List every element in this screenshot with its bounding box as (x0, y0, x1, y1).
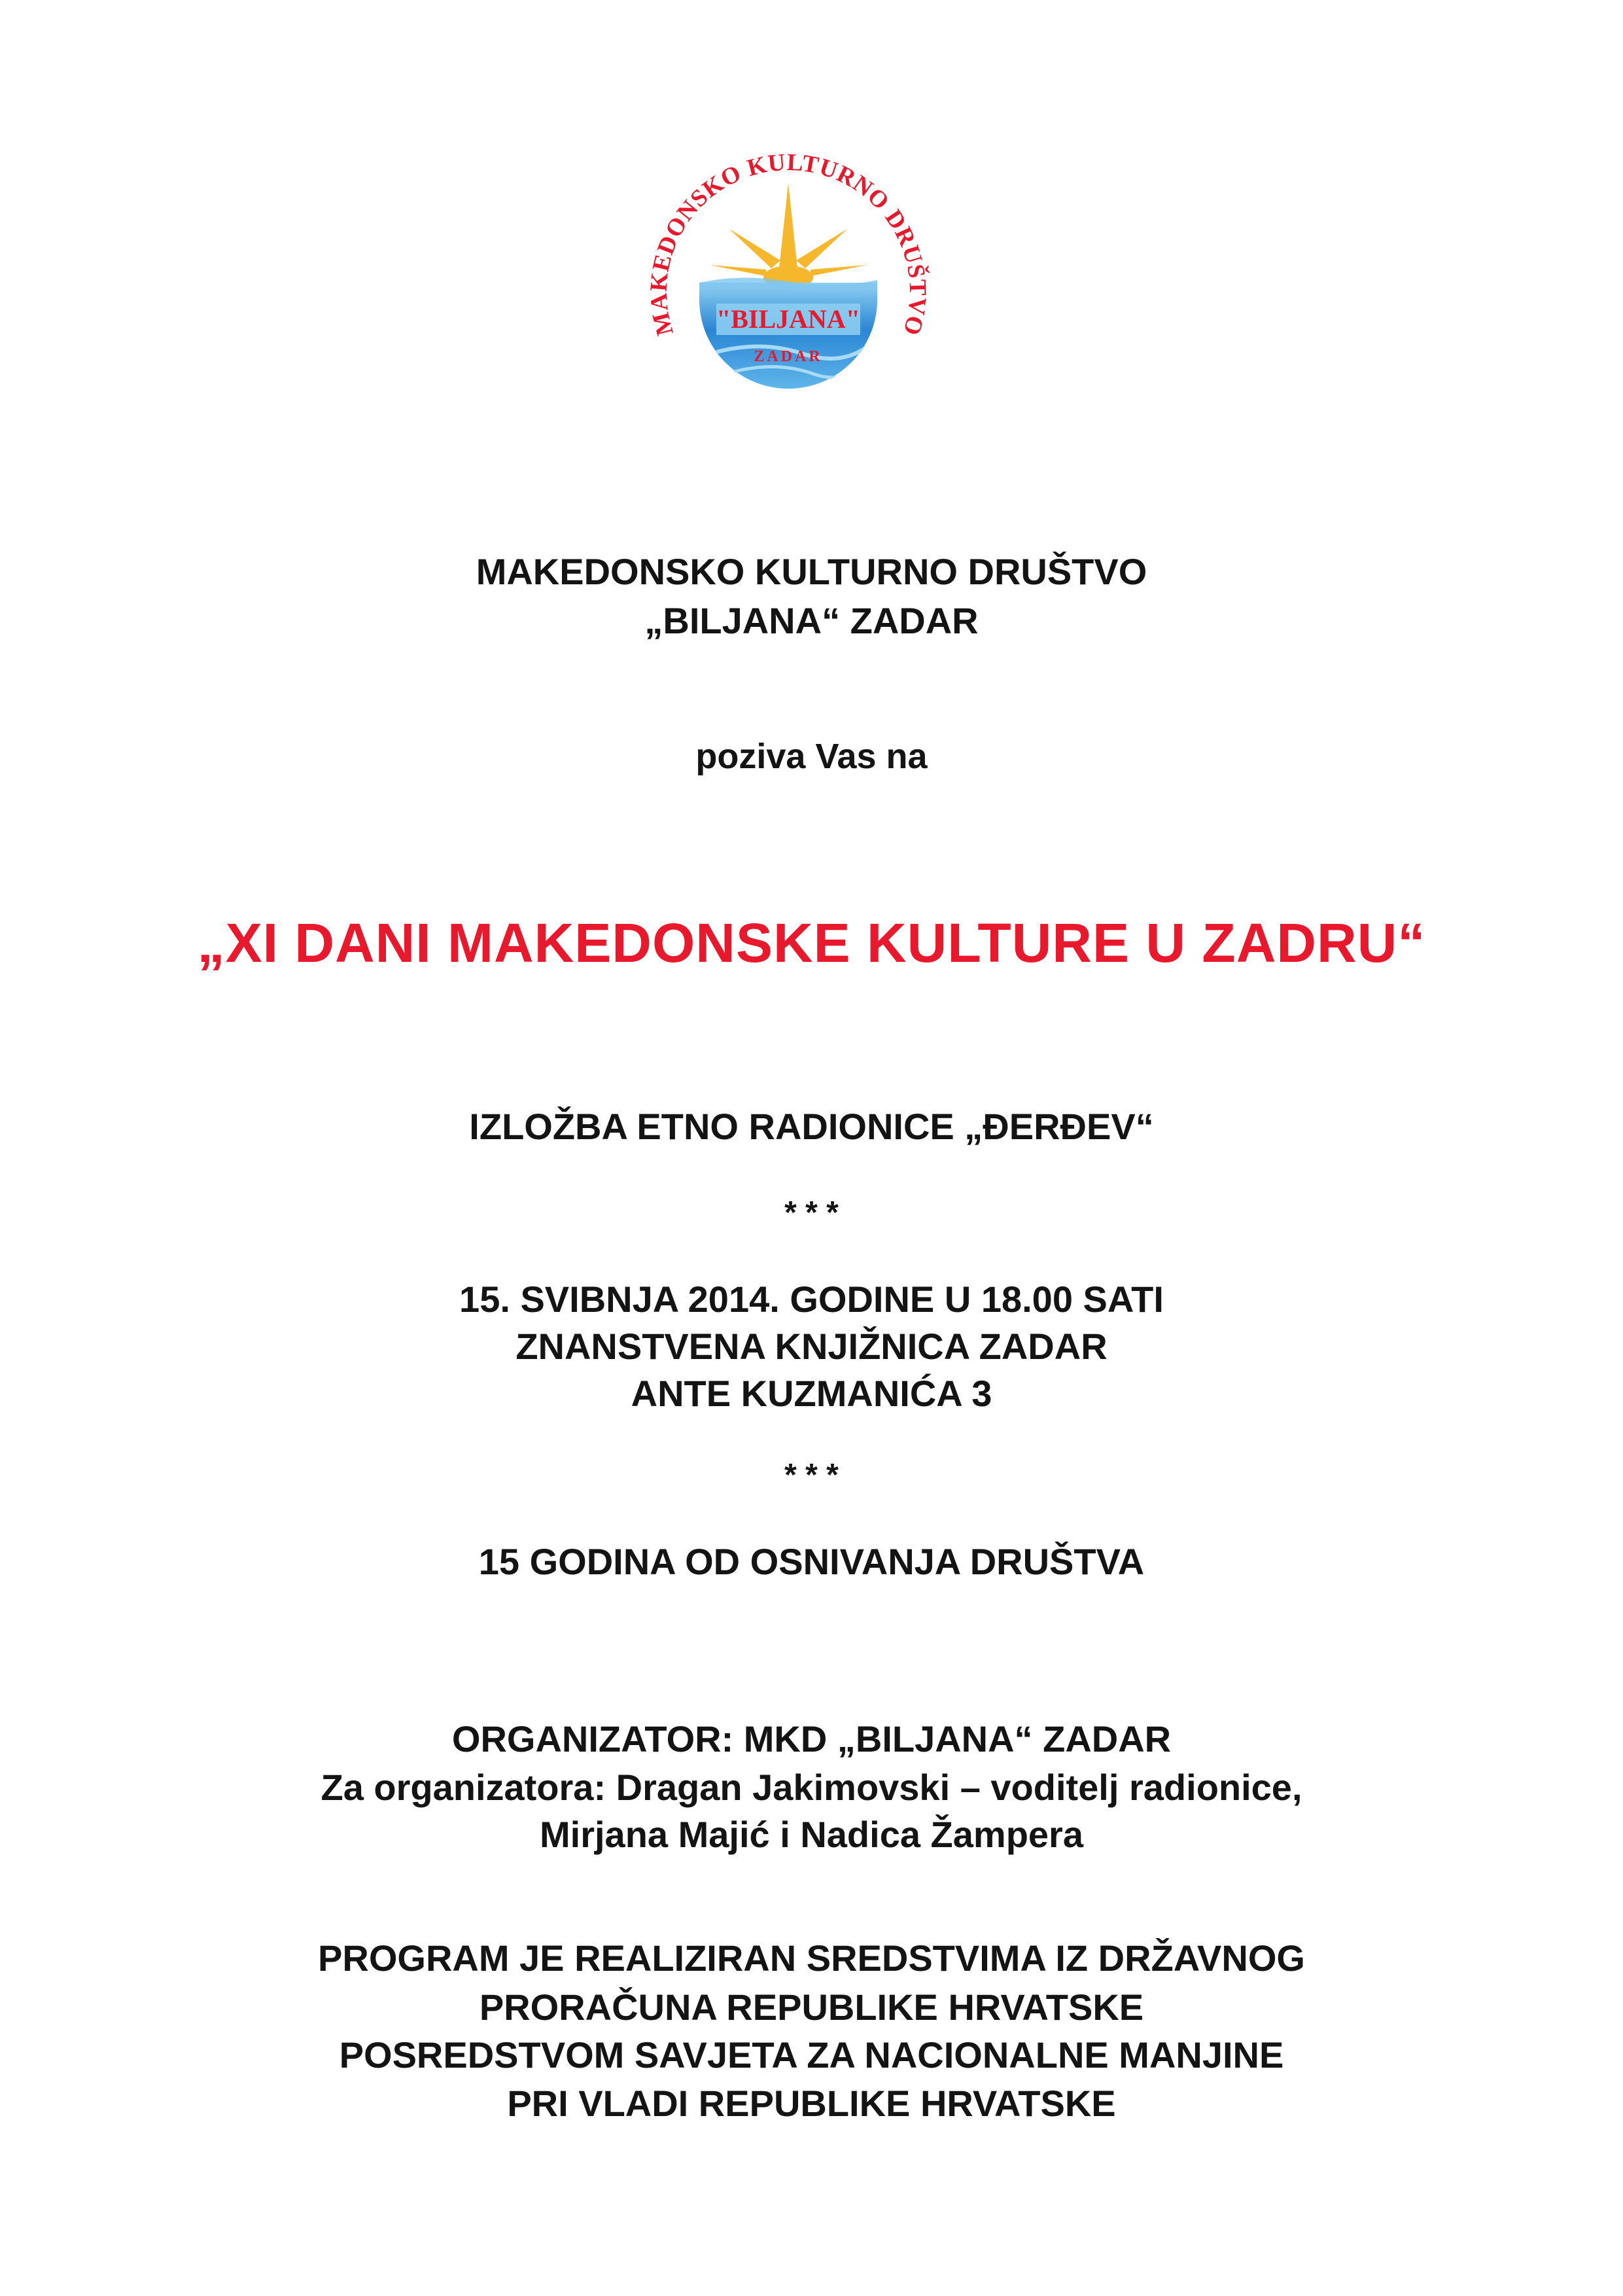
logo-ring-text: MAKEDONSKO KULTURNO DRUŠTVO (645, 149, 932, 339)
exhibition-title: IZLOŽBA ETNO RADIONICE „ĐERĐEV“ (469, 1106, 1154, 1147)
separator: * * * (784, 1458, 839, 1492)
invite-text: poziva Vas na (695, 737, 928, 776)
event-date-time: 15. SVIBNJA 2014. GODINE U 18.00 SATI (459, 1279, 1164, 1320)
event-address: ANTE KUZMANIĆA 3 (631, 1373, 992, 1414)
anniversary-text: 15 GODINA OD OSNIVANJA DRUŠTVA (478, 1541, 1145, 1582)
organization-name: MAKEDONSKO KULTURNO DRUŠTVO (476, 551, 1147, 592)
logo (631, 131, 945, 419)
funding-line: PROGRAM JE REALIZIRAN SREDSTVIMA IZ DRŽAVNOG (318, 1937, 1305, 1979)
event-title: „XI DANI MAKEDONSKE KULTURE U ZADRU“ (197, 912, 1426, 974)
separator: * * * (784, 1195, 839, 1230)
logo-name: "BILJANA" (716, 304, 860, 334)
funding-line: POSREDSTVOM SAVJETA ZA NACIONALNE MANJINE (339, 2034, 1284, 2075)
organizer-line: ORGANIZATOR: MKD „BILJANA“ ZADAR (451, 1718, 1172, 1759)
logo-name-banner (716, 304, 860, 335)
organizer-contacts: Za organizatora: Dragan Jakimovski – voditelj radionice, (321, 1767, 1302, 1808)
organizer-names: Mirjana Majić i Nadica Žampera (540, 1814, 1083, 1855)
organization-name-line2: „BILJANA“ ZADAR (644, 600, 979, 641)
event-venue: ZNANSTVENA KNJIŽNICA ZADAR (515, 1326, 1108, 1367)
logo-city: ZADAR (754, 348, 823, 365)
funding-line: PRI VLADI REPUBLIKE HRVATSKE (507, 2083, 1116, 2124)
funding-line: PRORAČUNA REPUBLIKE HRVATSKE (479, 1987, 1144, 2028)
sun-icon (710, 183, 867, 289)
